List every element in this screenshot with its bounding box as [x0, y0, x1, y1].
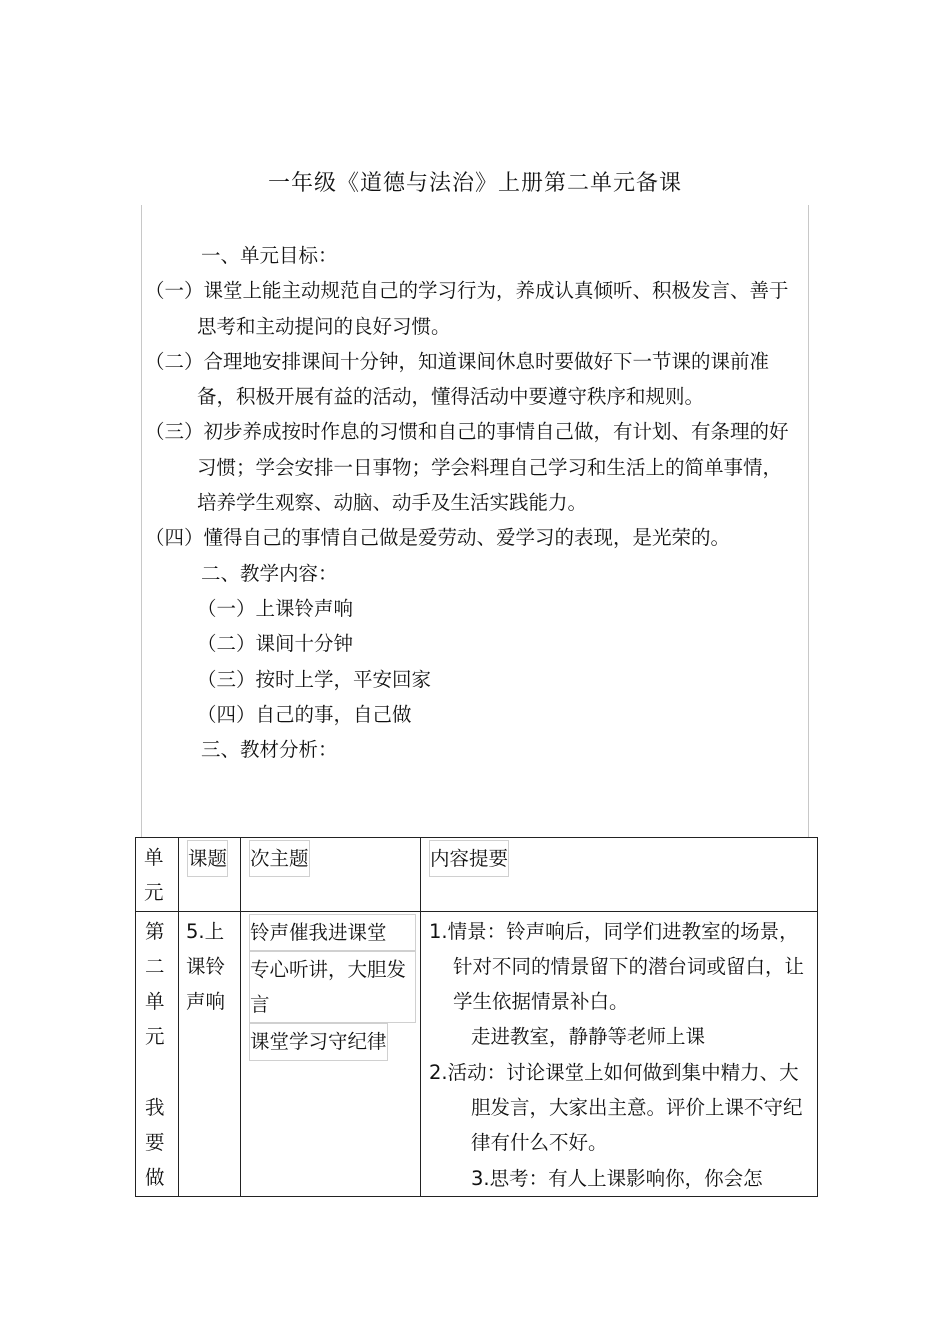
- goal-paragraph: （三）初步养成按时作息的习惯和自己的事情自己做，有计划、有条理的好习惯；学会安排一日事物；学会料理自己学习和生活上的简单事情，培养学生观察、动脑、动手及生活实践能力。: [145, 420, 789, 515]
- unit-char: 要: [145, 1131, 165, 1155]
- lesson-line: 声响: [186, 990, 226, 1014]
- goal-paragraph: （一）课堂上能主动规范自己的学习行为，养成认真倾听、积极发言、善于思考和主动提问的良好习惯。: [145, 279, 789, 338]
- header-lesson-label: 课题: [187, 840, 228, 877]
- header-unit: [136, 838, 179, 912]
- page-title: 一年级《道德与法治》上册第二单元备课: [267, 171, 682, 196]
- section-heading-content: 二、教学内容：: [201, 561, 338, 585]
- content-cell: [421, 911, 818, 1196]
- subtopic-item: 课堂学习守纪律: [249, 1023, 388, 1060]
- lesson-cell: [179, 911, 241, 1196]
- header-content: [421, 838, 818, 912]
- unit-cell: [136, 911, 179, 1196]
- lesson-line: 5.上: [186, 919, 225, 943]
- subtopic-item: 专心听讲，大胆发言: [249, 951, 416, 1024]
- goal-paragraph: （二）合理地安排课间十分钟，知道课间休息时要做好下一节课的课前准备，积极开展有益的活动，懂得活动中要遵守秩序和规则。: [145, 349, 770, 409]
- section-heading-goals: 一、单元目标：: [201, 244, 338, 267]
- lesson-line: 课铃: [186, 954, 226, 978]
- header-lesson: [179, 838, 241, 912]
- frame-line-right: [808, 205, 809, 837]
- unit-char: 元: [145, 1025, 165, 1049]
- unit-char: 二: [145, 954, 165, 978]
- table-header-row: [136, 838, 818, 912]
- document-body: [145, 238, 797, 767]
- header-content-label: 内容提要: [429, 840, 509, 877]
- subtopic-item: 铃声催我进课堂: [249, 914, 416, 951]
- content-item: （三）按时上学，平安回家: [197, 667, 432, 691]
- header-subtopic-label: 次主题: [249, 840, 310, 877]
- unit-char: 我: [145, 1095, 165, 1119]
- header-unit-char: 元: [144, 881, 164, 905]
- content-item: （一）上课铃声响: [197, 596, 354, 620]
- content-item: （二）课间十分钟: [197, 632, 354, 656]
- content-paragraph: 3.思考：有人上课影响你，你会怎: [471, 1166, 763, 1190]
- unit-char: 单: [145, 990, 165, 1014]
- header-unit-char: 单: [144, 846, 164, 869]
- unit-char: 第: [145, 919, 165, 943]
- content-paragraph: 2.活动：讨论课堂上如何做到集中精力、大胆发言，大家出主意。评价上课不守纪律有什么不好。: [429, 1060, 803, 1155]
- unit-char-spacer: [145, 1055, 174, 1090]
- content-paragraph: 走进教室，静静等老师上课: [471, 1025, 706, 1049]
- content-item: （四）自己的事，自己做: [197, 702, 412, 726]
- header-subtopic: [241, 838, 421, 912]
- analysis-table: [135, 837, 818, 1197]
- goal-paragraph: （四）懂得自己的事情自己做是爱劳动、爱学习的表现，是光荣的。: [145, 526, 731, 550]
- table-row: [136, 911, 818, 1196]
- section-heading-analysis: 三、教材分析：: [201, 738, 338, 762]
- content-paragraph: 1.情景：铃声响后，同学们进教室的场景，针对不同的情景留下的潜台词或留白，让学生依据情景补白。: [429, 919, 805, 1014]
- unit-char: 做: [145, 1166, 165, 1190]
